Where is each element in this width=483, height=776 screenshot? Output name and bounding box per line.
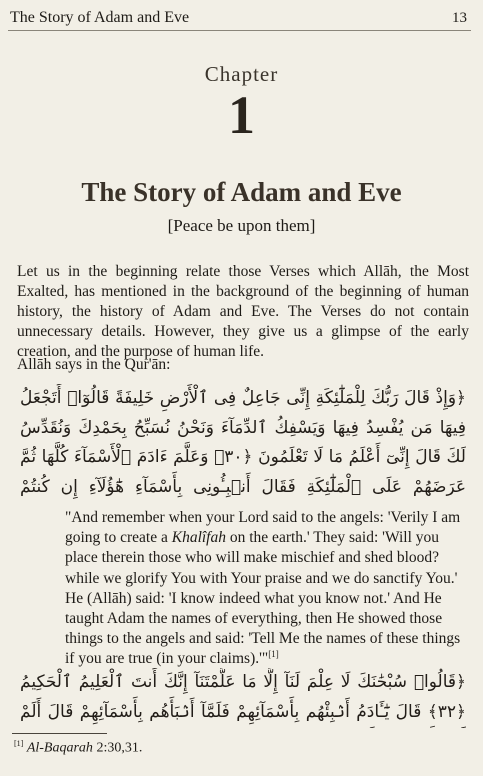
translation-text-part-2: on the earth.' They said: 'Will you place therein those who will make mischief and shed blood? while we glorify You with Your praise and we do sanctify You.' He (Allāh) said: 'I know indeed what you know not.' And He taught Adam the names of everything, then He showed those things to the angels and said: 'Tell Me the names of these things if you are true (in your claims).'"	[65, 529, 461, 668]
footnote	[14, 739, 142, 757]
footnote-marker: [1]	[14, 739, 24, 748]
running-header	[8, 6, 471, 31]
page-number: 13	[452, 10, 467, 26]
footnote-citation: 2:30,31.	[92, 740, 143, 756]
translation-text-part-1: "And remember when your Lord said to the angels: 'Verily I am going to create a	[65, 509, 461, 547]
chapter-title: The Story of Adam and Eve	[81, 177, 402, 207]
khalifah-term: Khalîfah	[171, 529, 226, 547]
verse-translation	[65, 508, 463, 670]
quran-intro-line: Allāh says in the Qur'ān:	[17, 356, 171, 373]
intro-paragraph: Let us in the beginning relate those Verses which Allāh, the Most Exalted, has mentioned in the background of the beginning of human history, the history of Adam and Eve. The Verses do not contain unnecessary details. However, they give us a glimpse of the early creation, and the purpose of human life.	[17, 263, 469, 360]
chapter-number: 1	[228, 85, 255, 145]
chapter-subtitle: [Peace be upon them]	[167, 216, 316, 235]
chapter-label: Chapter	[204, 62, 279, 86]
footnote-source: Al-Baqarah	[26, 740, 93, 756]
footnote-divider	[12, 733, 107, 734]
arabic-verse-block: ﴿وَإِذْ قَالَ رَبُّكَ لِلْمَلَٰٓئِكَةِ إِنِّى جَاعِلٌ فِى ٱلْأَرْضِ خَلِيفَةً قَالُوٓا۟ أَتَجْعَلُ فِيهَا مَن يُفْسِدُ فِيهَا وَيَسْفِكُ ٱلدِّمَآءَ وَنَحْنُ نُسَبِّحُ بِحَمْدِكَ وَنُقَدِّسُ لَكَ قَالَ إِنِّىٓ أَعْلَمُ مَا لَا تَعْلَمُونَ ﴿٣٠﴾ وَعَلَّمَ ءَادَمَ ٱلْأَسْمَآءَ كُلَّهَا ثُمَّ عَرَضَهُمْ عَلَى ٱلْمَلَٰٓئِكَةِ فَقَالَ أَنۢبِـُٔونِى بِأَسْمَآءِ هَٰٓؤُلَآءِ إِن كُنتُمْ	[20, 388, 466, 497]
running-header-title: The Story of Adam and Eve	[10, 9, 190, 26]
arabic-verse-block-continued: ﴿قَالُوا۟ سُبْحَٰنَكَ لَا عِلْمَ لَنَآ إِلَّا مَا عَلَّمْتَنَآ إِنَّكَ أَنتَ ٱلْعَلِيمُ ٱلْحَكِيمُ ﴿٣٢﴾ قَالَ يَٰٓـَٔادَمُ أَنۢبِئْهُم بِأَسْمَآئِهِمْ فَلَمَّآ أَنۢبَأَهُم بِأَسْمَآئِهِمْ قَالَ أَلَمْ	[20, 672, 466, 722]
footnote-reference[interactable]: [1]	[268, 649, 279, 660]
